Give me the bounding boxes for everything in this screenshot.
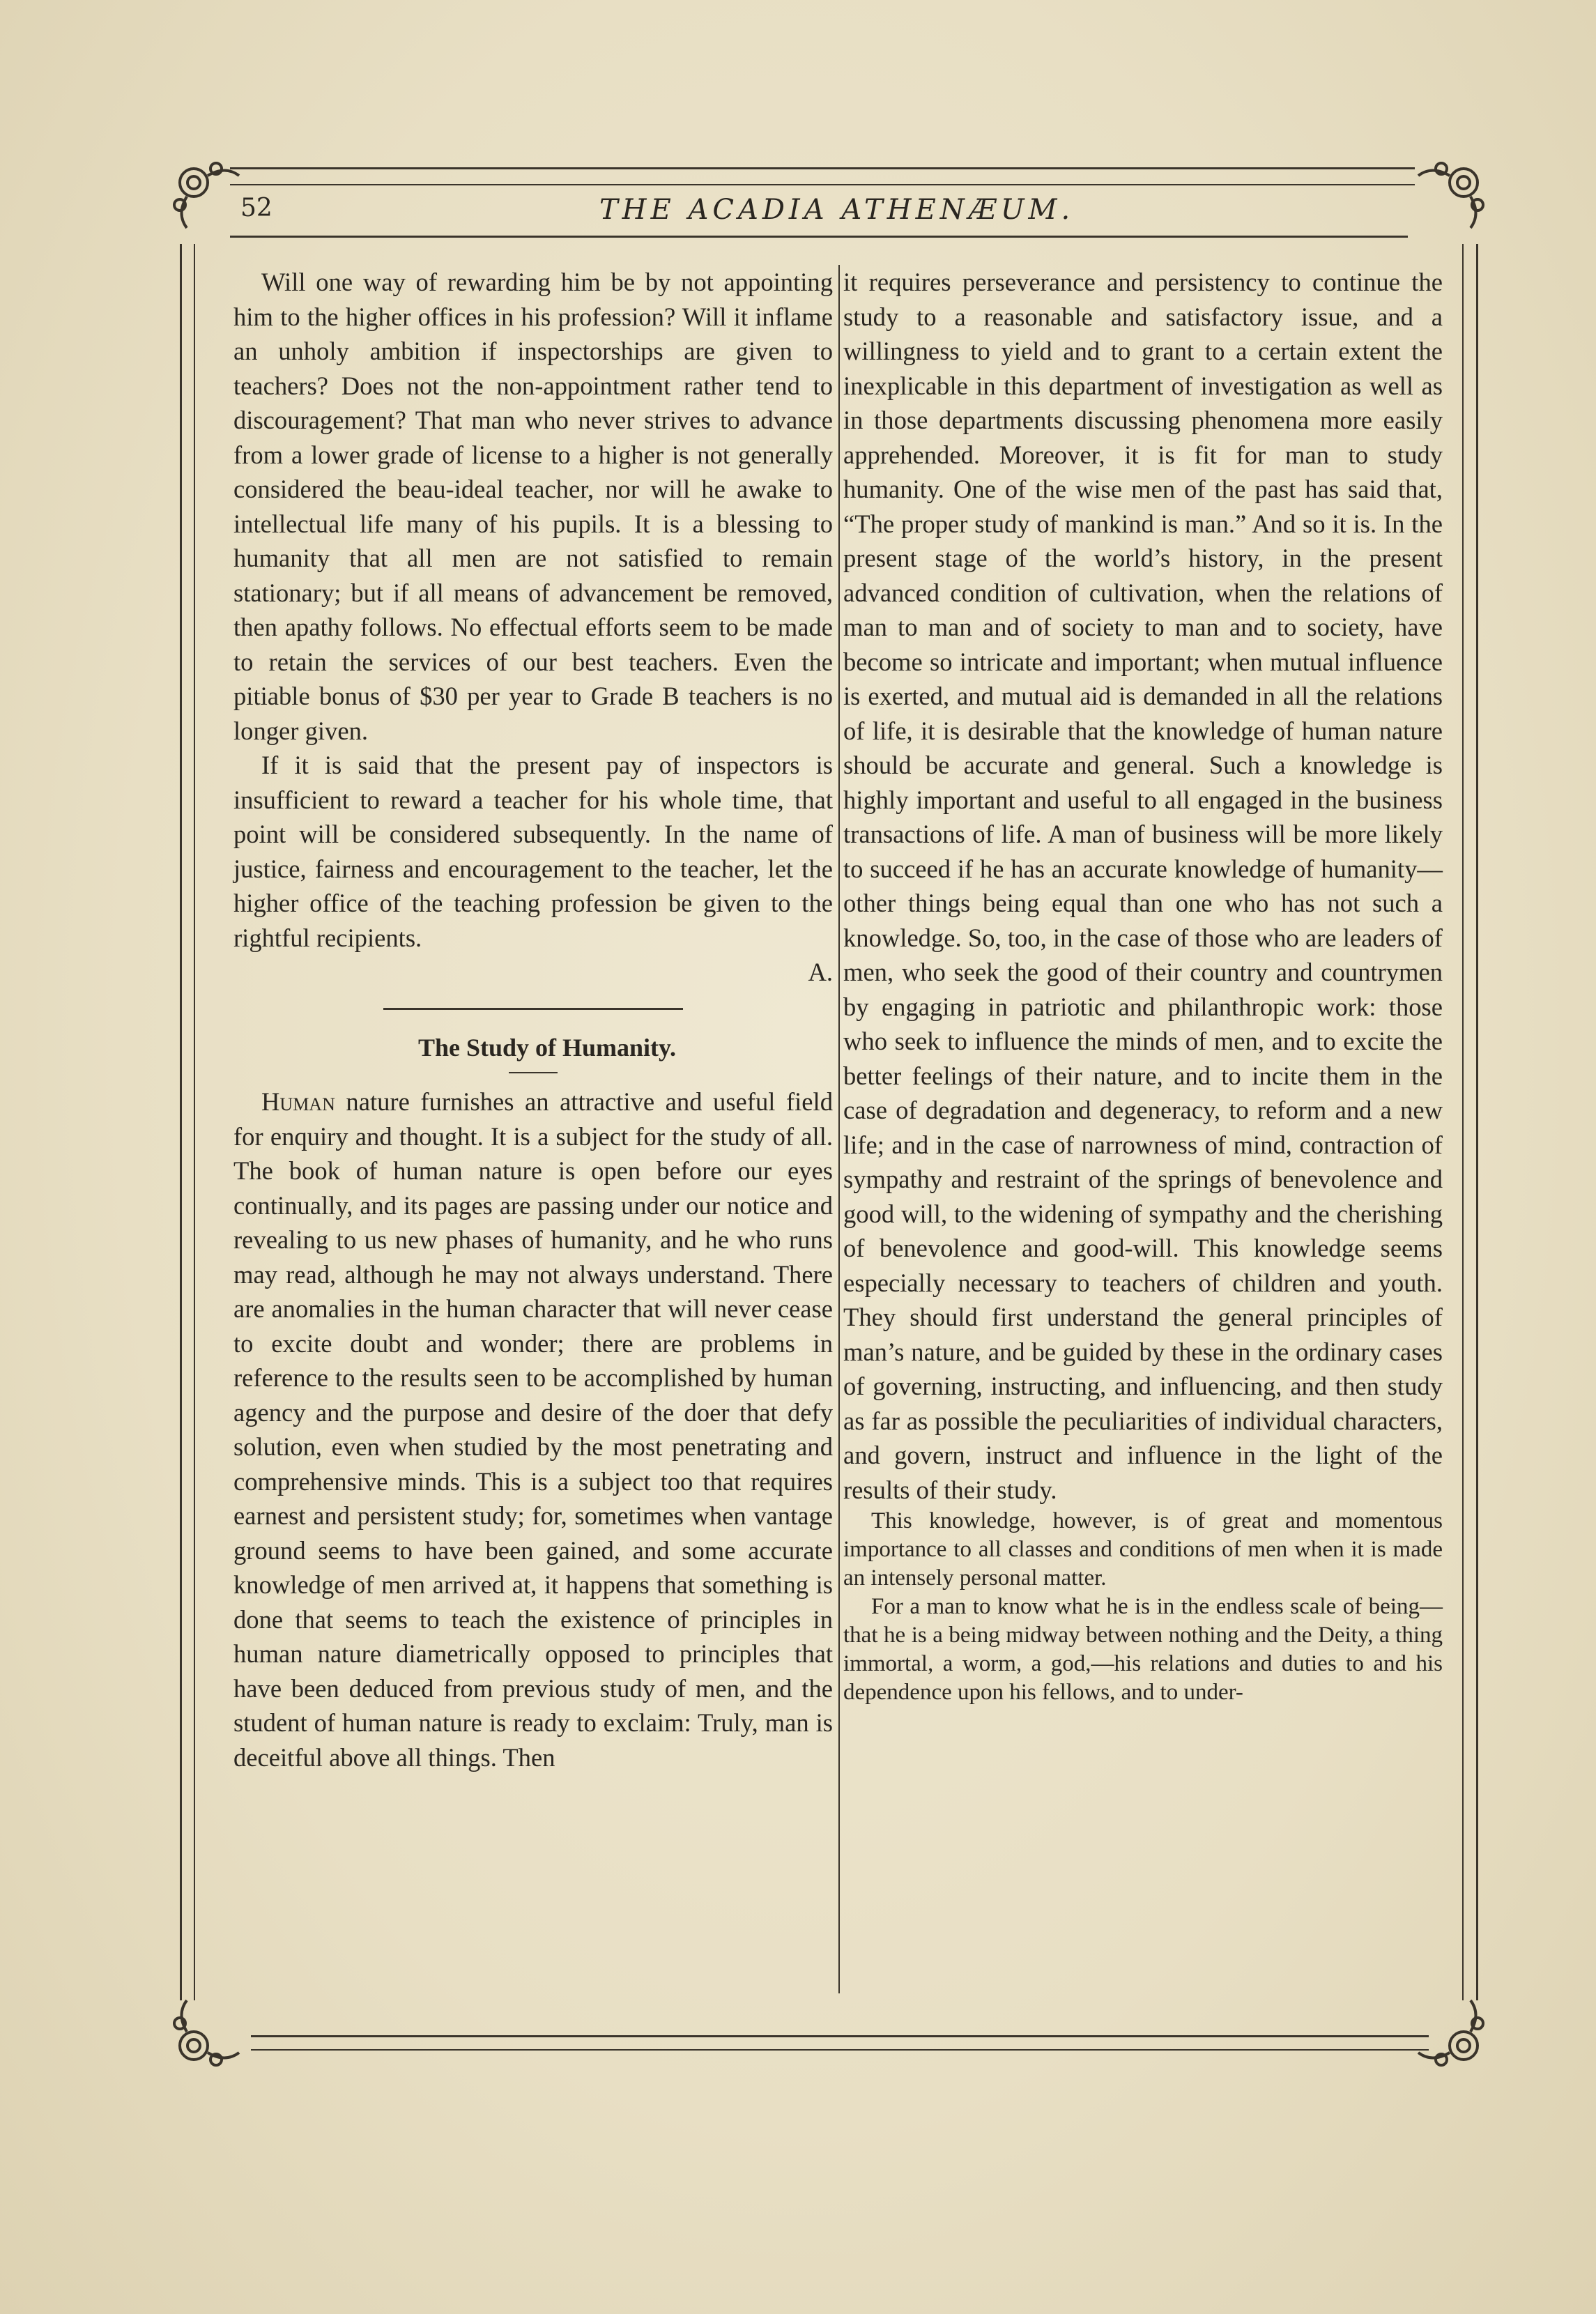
top-rule-outer	[230, 167, 1415, 169]
paragraph: If it is said that the present pay of inspectors is insufficient to reward a teacher for his whole time, that point will be considered subsequently. In the name of justice, fairness and encouragement to the teacher, let the higher office of the teaching profession be given to the rightful recipients.	[233, 751, 833, 952]
header-rule	[230, 236, 1408, 238]
right-column	[843, 265, 1443, 1993]
paragraph: Human nature furnishes an attractive and useful field for enquiry and thought. It is a subject for the study of all. The book of human nature is open before our eyes continually, and its pages are passing under our notice and revealing to us new phases of humanity, and he who runs may read, although he may not always understand. There are anomalies in the human character that will never cease to excite doubt and wonder; there are problems in reference to the results seen to be accomplished by human agency and the purpose and desire of the doer that defy solution, even when studied by the most penetrating and comprehensive minds. This is a subject too that requires earnest and persistent study; for, sometimes when vantage ground seems to have been gained, and some accurate knowledge of men arrived at, it happens that something is done that seems to teach the existence of principles in human nature diametrically opposed to principles that have been deduced from previous study of men, and the student of human nature is ready to exclaim: Truly, man is deceitful above all things. Then	[233, 1087, 833, 1772]
paragraph: it requires perseverance and persistency to continue the study to a reasonable and satisfactory issue, and a willingness to yield and to grant to a certain extent the inexplicable in this department of investigation as well as in those departments discussing phenomena more easily apprehended. Moreover, it is fit for man to study humanity. One of the wise men of the past has said that, “The proper study of mankind is man.” And so it is. In the present stage of the world’s history, in the present advanced condition of cultivation, when the relations of man to man and of society to man and to society, have become so intricate and important; when mutual influence is exerted, and mutual aid is demanded in all the relations of life, it is desirable that the knowledge of human nature should be accurate and general. Such a knowledge is highly important and useful to all engaged in the business transactions of life. A man of business will be more likely to succeed if he has an accurate knowledge of humanity—other things being equal than one who has not such a knowledge. So, too, in the case of those who are leaders of men, who seek the good of their country and countrymen by engaging in patriotic and philanthropic work: those who seek to influence the minds of men, and to excite the better feelings of their nature, and to incite them in the case of degradation and degeneracy, to reform and a new life; and in the case of narrowness of mind, contraction of sympathy and restraint of the springs of benevolence and good will, to the widening of sympathy and the cherishing of benevolence and good-will. This knowledge seems especially necessary to teachers of children and youth. They should first understand the general principles of man’s nature, and be guided by these in the ordinary cases of governing, instructing, and influencing, and then study as far as possible the peculiarities of individual characters, and govern, instruct and influence in the light of the results of their study.	[843, 268, 1443, 1504]
paragraph: Will one way of rewarding him be by not appointing him to the higher offices in his profession? Will it inflame an unholy ambition if inspectorships are given to teachers? Does not the non-appointment rather tend to discouragement? That man who never strives to advance from a lower grade of license to a higher is not generally considered the beau-ideal teacher, nor will he awake to intellectual life many of his pupils. It is a blessing to humanity that all men are not satisfied to remain stationary; but if all means of advancement be removed, then apathy follows. No effectual efforts seem to be made to retain the services of our best teachers. Even the pitiable bonus of $30 per year to Grade B teachers is no longer given.	[233, 268, 833, 745]
heading-rule	[509, 1072, 558, 1073]
corner-ornament-icon	[166, 1997, 243, 2074]
page-title: THE ACADIA ATHENÆUM.	[599, 194, 1075, 226]
top-rule-inner	[230, 184, 1415, 185]
page-number: 52	[240, 194, 273, 222]
signature: A.	[808, 958, 833, 986]
bottom-rule-inner	[251, 2049, 1429, 2051]
corner-ornament-icon	[1415, 1997, 1491, 2074]
bottom-rule-outer	[251, 2035, 1429, 2037]
paragraph: For a man to know what he is in the endless scale of being—that he is a being midway between nothing and the Deity, a thing immortal, a worm, a god,—his relations and duties to and his dependence upon his fellows, and to under-	[843, 1594, 1443, 1705]
right-border-inner	[1462, 244, 1464, 2000]
section-separator	[383, 1008, 683, 1010]
corner-ornament-icon	[166, 155, 243, 231]
paragraph-lead: Human	[261, 1087, 335, 1116]
left-border-outer	[180, 244, 182, 2000]
paragraph: This knowledge, however, is of great and momentous importance to all classes and conditions of men when it is made an intensely personal matter.	[843, 1508, 1443, 1591]
section-heading: The Study of Humanity.	[417, 1033, 677, 1062]
left-border-inner	[194, 244, 195, 2000]
right-border-outer	[1476, 244, 1478, 2000]
left-column	[233, 265, 833, 1993]
corner-ornament-icon	[1415, 155, 1491, 231]
column-divider	[838, 265, 840, 1993]
